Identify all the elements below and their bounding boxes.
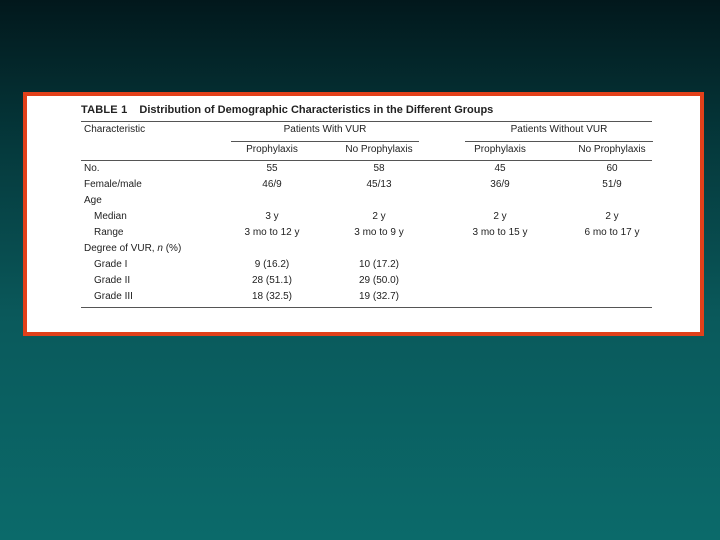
table-row — [81, 289, 652, 305]
table-row — [81, 161, 652, 177]
cell: 28 (51.1) — [251, 275, 293, 286]
table-row — [81, 177, 652, 193]
row-label: Age — [84, 195, 102, 206]
table-row — [81, 241, 652, 257]
cell: 2 y — [605, 211, 619, 222]
header-sub-2: No Prophylaxis — [345, 144, 413, 155]
table-caption: Distribution of Demographic Characteristics in the Different Groups — [139, 104, 494, 116]
table-row — [81, 209, 652, 225]
table-row — [81, 273, 652, 289]
cell: 3 mo to 9 y — [354, 227, 404, 238]
demographics-table — [81, 104, 652, 308]
table-row — [81, 193, 652, 209]
header-sub-3: Prophylaxis — [474, 144, 526, 155]
table-label: TABLE 1 — [81, 104, 128, 116]
row-label: Female/male — [84, 179, 142, 190]
header-sub-1: Prophylaxis — [246, 144, 298, 155]
header-characteristic: Characteristic — [84, 124, 146, 135]
cell: 10 (17.2) — [358, 259, 400, 270]
row-label: Grade II — [94, 275, 131, 286]
table-bottom-rule — [81, 307, 652, 308]
header-sub-4: No Prophylaxis — [578, 144, 646, 155]
header-row-groups — [81, 122, 652, 142]
header-group-without-vur: Patients Without VUR — [510, 124, 608, 135]
table-row — [81, 257, 652, 273]
cell: 6 mo to 17 y — [584, 227, 640, 238]
row-label: Grade III — [94, 291, 133, 302]
table-title — [81, 104, 652, 122]
cell: 58 — [373, 163, 385, 174]
cell: 18 (32.5) — [251, 291, 293, 302]
row-label: Median — [94, 211, 127, 222]
cell: 46/9 — [262, 179, 282, 190]
row-label: Grade I — [94, 259, 128, 270]
cell: 9 (16.2) — [254, 259, 290, 270]
cell: 3 mo to 15 y — [472, 227, 528, 238]
cell: 3 mo to 12 y — [244, 227, 300, 238]
cell: 2 y — [493, 211, 507, 222]
cell: 29 (50.0) — [358, 275, 400, 286]
cell: 45/13 — [366, 179, 392, 190]
cell: 45 — [494, 163, 506, 174]
cell: 3 y — [265, 211, 279, 222]
cell: 51/9 — [602, 179, 622, 190]
header-group-with-vur: Patients With VUR — [283, 124, 367, 135]
row-label: No. — [84, 163, 100, 174]
table-row — [81, 225, 652, 241]
cell: 2 y — [372, 211, 386, 222]
cell: 60 — [606, 163, 618, 174]
cell: 55 — [266, 163, 278, 174]
header-row-subgroups — [81, 142, 652, 161]
row-label: Degree of VUR, n (%) — [84, 243, 182, 254]
cell: 19 (32.7) — [358, 291, 400, 302]
cell: 36/9 — [490, 179, 510, 190]
slide-frame — [23, 92, 704, 336]
row-label: Range — [94, 227, 124, 238]
